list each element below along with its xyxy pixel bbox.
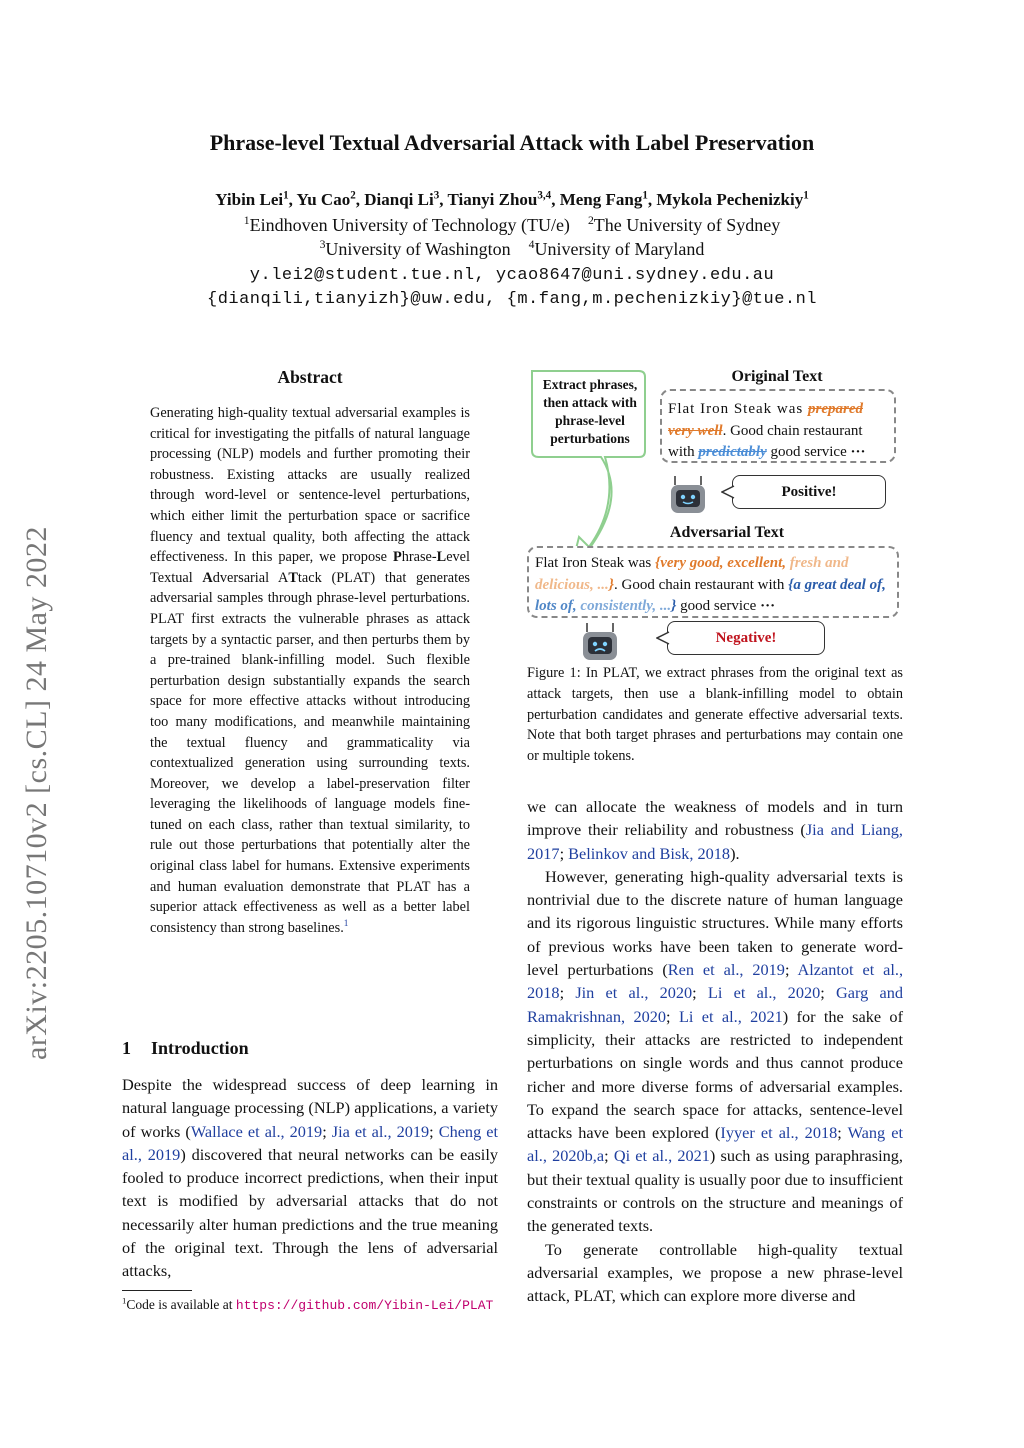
- citation-link[interactable]: Wallace et al., 2019: [190, 1121, 323, 1141]
- email-line-2: {dianqili,tianyizh}@uw.edu, {m.fang,m.pechenizkiy}@tue.nl: [207, 290, 817, 309]
- footnote-rule: [122, 1290, 192, 1291]
- email-line-1: y.lei2@student.tue.nl, ycao8647@uni.sydney.edu.au: [249, 266, 775, 285]
- intro-left-paragraph: Despite the widespread success of deep learning in natural language processing (NLP) applications, a variety of works (Wallace et al., 2019; Jia et al., 2019; Cheng et al., 2019) discovered that neural networks can be easily fooled to produce incorrect predictions, when their input text is modified by adversarial attacks that do not necessarily alter human predictions and the true meaning of the original text. Through the lens of adversarial attacks,: [122, 1075, 498, 1281]
- author: Dianqi Li$^3$,: [364, 189, 448, 209]
- citation-link[interactable]: Garg and Ramakrishnan, 2020: [527, 983, 903, 1026]
- author: Yu Cao$^2$,: [296, 189, 365, 209]
- original-text-title: Original Text: [731, 368, 823, 385]
- citation-link[interactable]: Cheng et al., 2019: [122, 1121, 498, 1164]
- citation-link[interactable]: Ren et al., 2019: [667, 960, 785, 980]
- figure-caption: Figure 1: In PLAT, we extract phrases from the original text as attack targets, then use a blank-infilling model to obtain perturbation candidates and generate effective adversarial texts. Note that both target phrases and perturbations may contain one or multiple tokens.: [527, 665, 903, 765]
- adversarial-text-box: Flat Iron Steak was {very good, excellent, fresh and delicious, ...}. Good chain restaurant with {a great deal of, lots of, consistently, ...} good service ···: [527, 546, 899, 618]
- speech-tail-icon: [656, 631, 670, 645]
- abstract-heading: Abstract: [277, 367, 343, 387]
- extract-phrases-label: Extract phrases, then attack with phrase-level perturbations: [542, 377, 638, 446]
- arxiv-identifier: arXiv:2205.10710v2 [cs.CL] 24 May 2022: [20, 526, 53, 1060]
- paragraph: To generate controllable high-quality textual adversarial examples, we propose a new phrase-level attack, PLAT, which can explore more diverse and: [527, 1239, 903, 1306]
- figure-1: [527, 365, 907, 660]
- author: Meng Fang$^1$,: [559, 189, 657, 209]
- robot-icon: [667, 473, 709, 515]
- citation-link[interactable]: Wang et al., 2020b,a: [527, 1123, 903, 1166]
- citation-link[interactable]: Qi et al., 2021: [613, 1146, 710, 1166]
- abstract-text: Generating high-quality textual adversarial examples is critical for investigating the pitfalls of natural language processing (NLP) models and further promoting their robustness. Existing attacks are usually realized through word-level or sentence-level perturbations, which either limit the perturbation space or sacrifice fluency and textual quality, both affecting the attack effectiveness. In this paper, we propose Phrase-Level Textual Adversarial ATtack (PLAT) that generates adversarial samples through phrase-level perturbations. PLAT first extracts the vulnerable phrases as attack targets by a syntactic parser, and then perturbs them by a pre-trained blank-infilling model. Such flexible perturbation design substantially expands the search space for more effective attacks without introducing too many modifications, and meanwhile maintaining the textual fluency and grammaticality via contextualized generation using surrounding texts. Moreover, we develop a label-preservation filter leveraging the likelihoods of language models fine-tuned on each class, rather than textual similarity, to rule out those perturbations that potentially alter the original class label for humans. Extensive experiments and human evaluation demonstrate that PLAT has a superior attack effectiveness as well as a better label consistency than strong baselines.$^1$: [150, 405, 470, 936]
- positive-label: Positive!: [732, 475, 886, 509]
- paragraph: However, generating high-quality adversarial texts is nontrivial due to the discrete nature of human language and its rigorous linguistic structures. While many efforts of previous works have been taken to generate word-level perturbations (Ren et al., 2019; Alzantot et al., 2018; Jin et al., 2020; Li et al., 2020; Garg and Ramakrishnan, 2020; Li et al., 2021) for the sake of simplicity, their attacks are restricted to independent perturbations on single words and thus cannot produce richer and more diverse forms of adversarial examples. To expand the search space for attacks, sentence-level attacks have been explored (Iyyer et al., 2018; Wang et al., 2020b,a; Qi et al., 2021) such as using paraphrasing, but their textual quality is usually poor due to insufficient constraints or controls on the structure and meanings of the generated texts.: [527, 866, 904, 1236]
- footnote-marker[interactable]: 1: [343, 919, 349, 930]
- original-text-box: Flat Iron Steak was prepared very well. Good chain restaurant with predictably good service ···: [660, 389, 896, 463]
- negative-label: Negative!: [667, 621, 825, 655]
- author-list: [0, 190, 1024, 210]
- citation-link[interactable]: Belinkov and Bisk, 2018: [568, 843, 731, 863]
- section-heading: 1 Introduction: [122, 1038, 249, 1058]
- citation-link[interactable]: Li et al., 2021: [678, 1006, 783, 1026]
- author: Tianyi Zhou$^{3,4}$,: [447, 189, 560, 209]
- citation-link[interactable]: Li et al., 2020: [707, 983, 821, 1003]
- citation-link[interactable]: Jia and Liang, 2017: [527, 820, 903, 863]
- affiliation-line-2: $^3$University of Washington $^4$University of Maryland: [319, 238, 705, 259]
- author: Yibin Lei$^1$,: [215, 189, 297, 209]
- paragraph: we can allocate the weakness of models and in turn improve their reliability and robustness (Jia and Liang, 2017; Belinkov and Bisk, 2018).: [527, 797, 903, 863]
- sad-robot-icon: [579, 620, 621, 662]
- affiliation-line-1: $^1$Eindhoven University of Technology (TU/e) $^2$The University of Sydney: [243, 214, 781, 235]
- paper-title: Phrase-level Textual Adversarial Attack with Label Preservation: [209, 130, 815, 155]
- speech-tail-icon: [721, 485, 735, 499]
- citation-link[interactable]: Jia et al., 2019: [331, 1121, 430, 1141]
- code-url-link[interactable]: https://github.com/Yibin-Lei/PLAT: [235, 1298, 494, 1313]
- citation-link[interactable]: Alzantot et al., 2018: [527, 960, 904, 1003]
- citation-link[interactable]: Iyyer et al., 2018: [720, 1123, 838, 1143]
- footnote: $^1$Code is available at https://github.com/Yibin-Lei/PLAT: [122, 1295, 494, 1313]
- author: Mykola Pechenizkiy$^1$: [656, 189, 809, 209]
- intro-right-column: [527, 795, 903, 1308]
- citation-link[interactable]: Jin et al., 2020: [575, 983, 693, 1003]
- adversarial-text-title: Adversarial Text: [669, 524, 785, 541]
